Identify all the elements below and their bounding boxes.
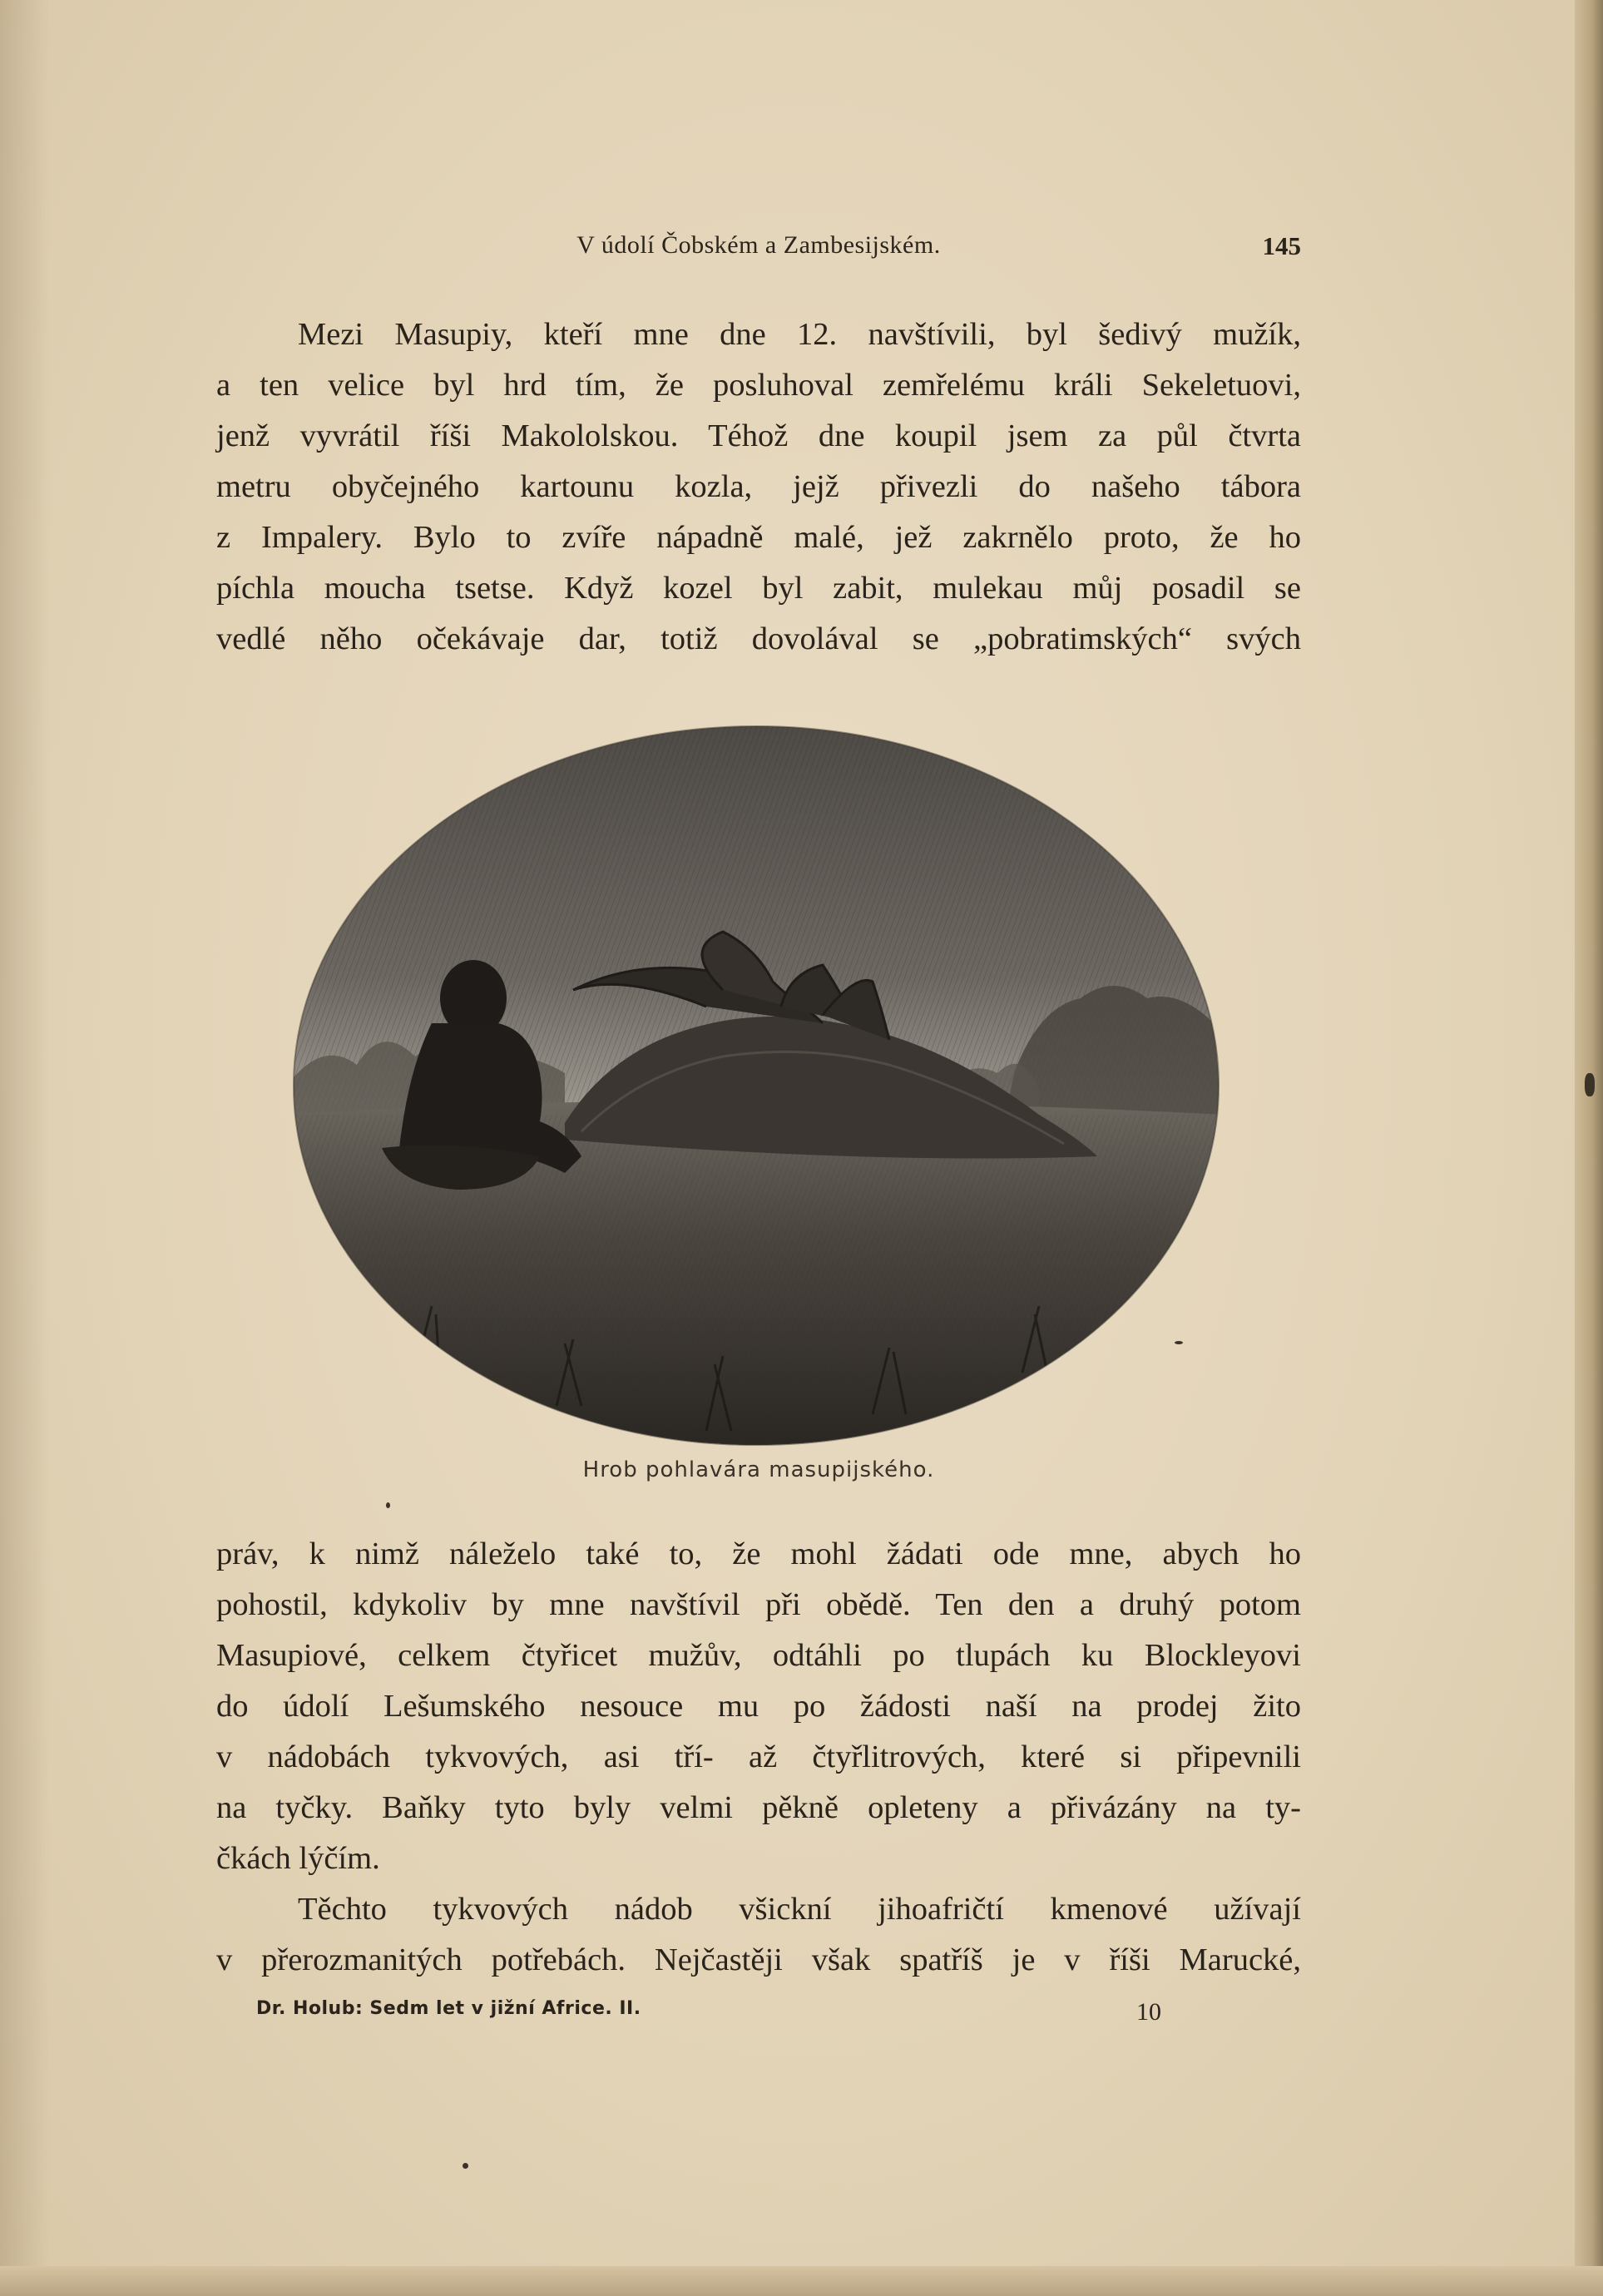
text-line: v přerozmanitých potřebách. Nejčastěji však spatříš je v říši Marucké, [216, 1942, 1301, 1977]
page-number: 145 [1262, 231, 1301, 260]
footer-source: Dr. Holub: Sedm let v jižní Africe. II. [256, 1998, 641, 2019]
text-line: do údolí Lešumského nesouce mu po žádosti naší na prodej žito [216, 1689, 1301, 1724]
ink-speck [1585, 1073, 1595, 1096]
text-line: Mezi Masupiy, kteří mne dne 12. navštívili, byl šedivý mužík, [298, 317, 1301, 352]
ink-speck [386, 1502, 390, 1508]
page-gutter-shadow [0, 0, 50, 2296]
page-right-edge [1575, 0, 1603, 2296]
signature-mark: 10 [1136, 1998, 1161, 2026]
running-head [216, 231, 1301, 265]
text-line: čkách lýčím. [216, 1841, 380, 1876]
figure-caption: Hrob pohlavára masupijského. [582, 1457, 935, 1482]
ink-speck [1175, 1341, 1183, 1344]
text-line: pohostil, kdykoliv by mne navštívil při obědě. Ten den a druhý potom [216, 1587, 1301, 1622]
text-line: z Impalery. Bylo to zvíře nápadně malé, jež zakrnělo proto, že ho [216, 520, 1301, 555]
ink-speck [463, 2163, 468, 2169]
running-title: V údolí Čobském a Zambesijském. [576, 231, 941, 259]
text-line: jenž vyvrátil říši Makololskou. Téhož dne koupil jsem za půl čtvrta [216, 418, 1301, 453]
text-line: a ten velice byl hrd tím, že posluhoval zemřelému králi Sekeletuovi, [216, 368, 1301, 403]
page-bottom-edge [0, 2266, 1603, 2296]
text-line: práv, k nimž náleželo také to, že mohl žádati ode mne, abych ho [216, 1536, 1301, 1571]
text-line: vedlé něho očekávaje dar, totiž dovolával se „pobratimských“ svých [216, 621, 1301, 656]
paragraph-2 [216, 1529, 1301, 1986]
text-line: Masupiové, celkem čtyřicet mužův, odtáhli po tlupách ku Blockleyovi [216, 1638, 1301, 1673]
engraving-illustration [290, 724, 1222, 1447]
grave-engraving-image [290, 724, 1222, 1447]
text-line: na tyčky. Baňky tyto byly velmi pěkně opleteny a přivázány na ty- [216, 1790, 1301, 1825]
text-line: metru obyčejného kartounu kozla, jejž přivezli do našeho tábora [216, 469, 1301, 504]
text-line: píchla moucha tsetse. Když kozel byl zabit, mulekau můj posadil se [216, 571, 1301, 606]
paragraph-1 [216, 309, 1301, 665]
text-line: v nádobách tykvových, asi tří- až čtyřlitrových, které si připevnili [216, 1739, 1301, 1774]
page-footer [256, 1998, 1171, 2031]
text-line: Těchto tykvových nádob všickní jihoafričtí kmenové užívají [298, 1892, 1301, 1927]
